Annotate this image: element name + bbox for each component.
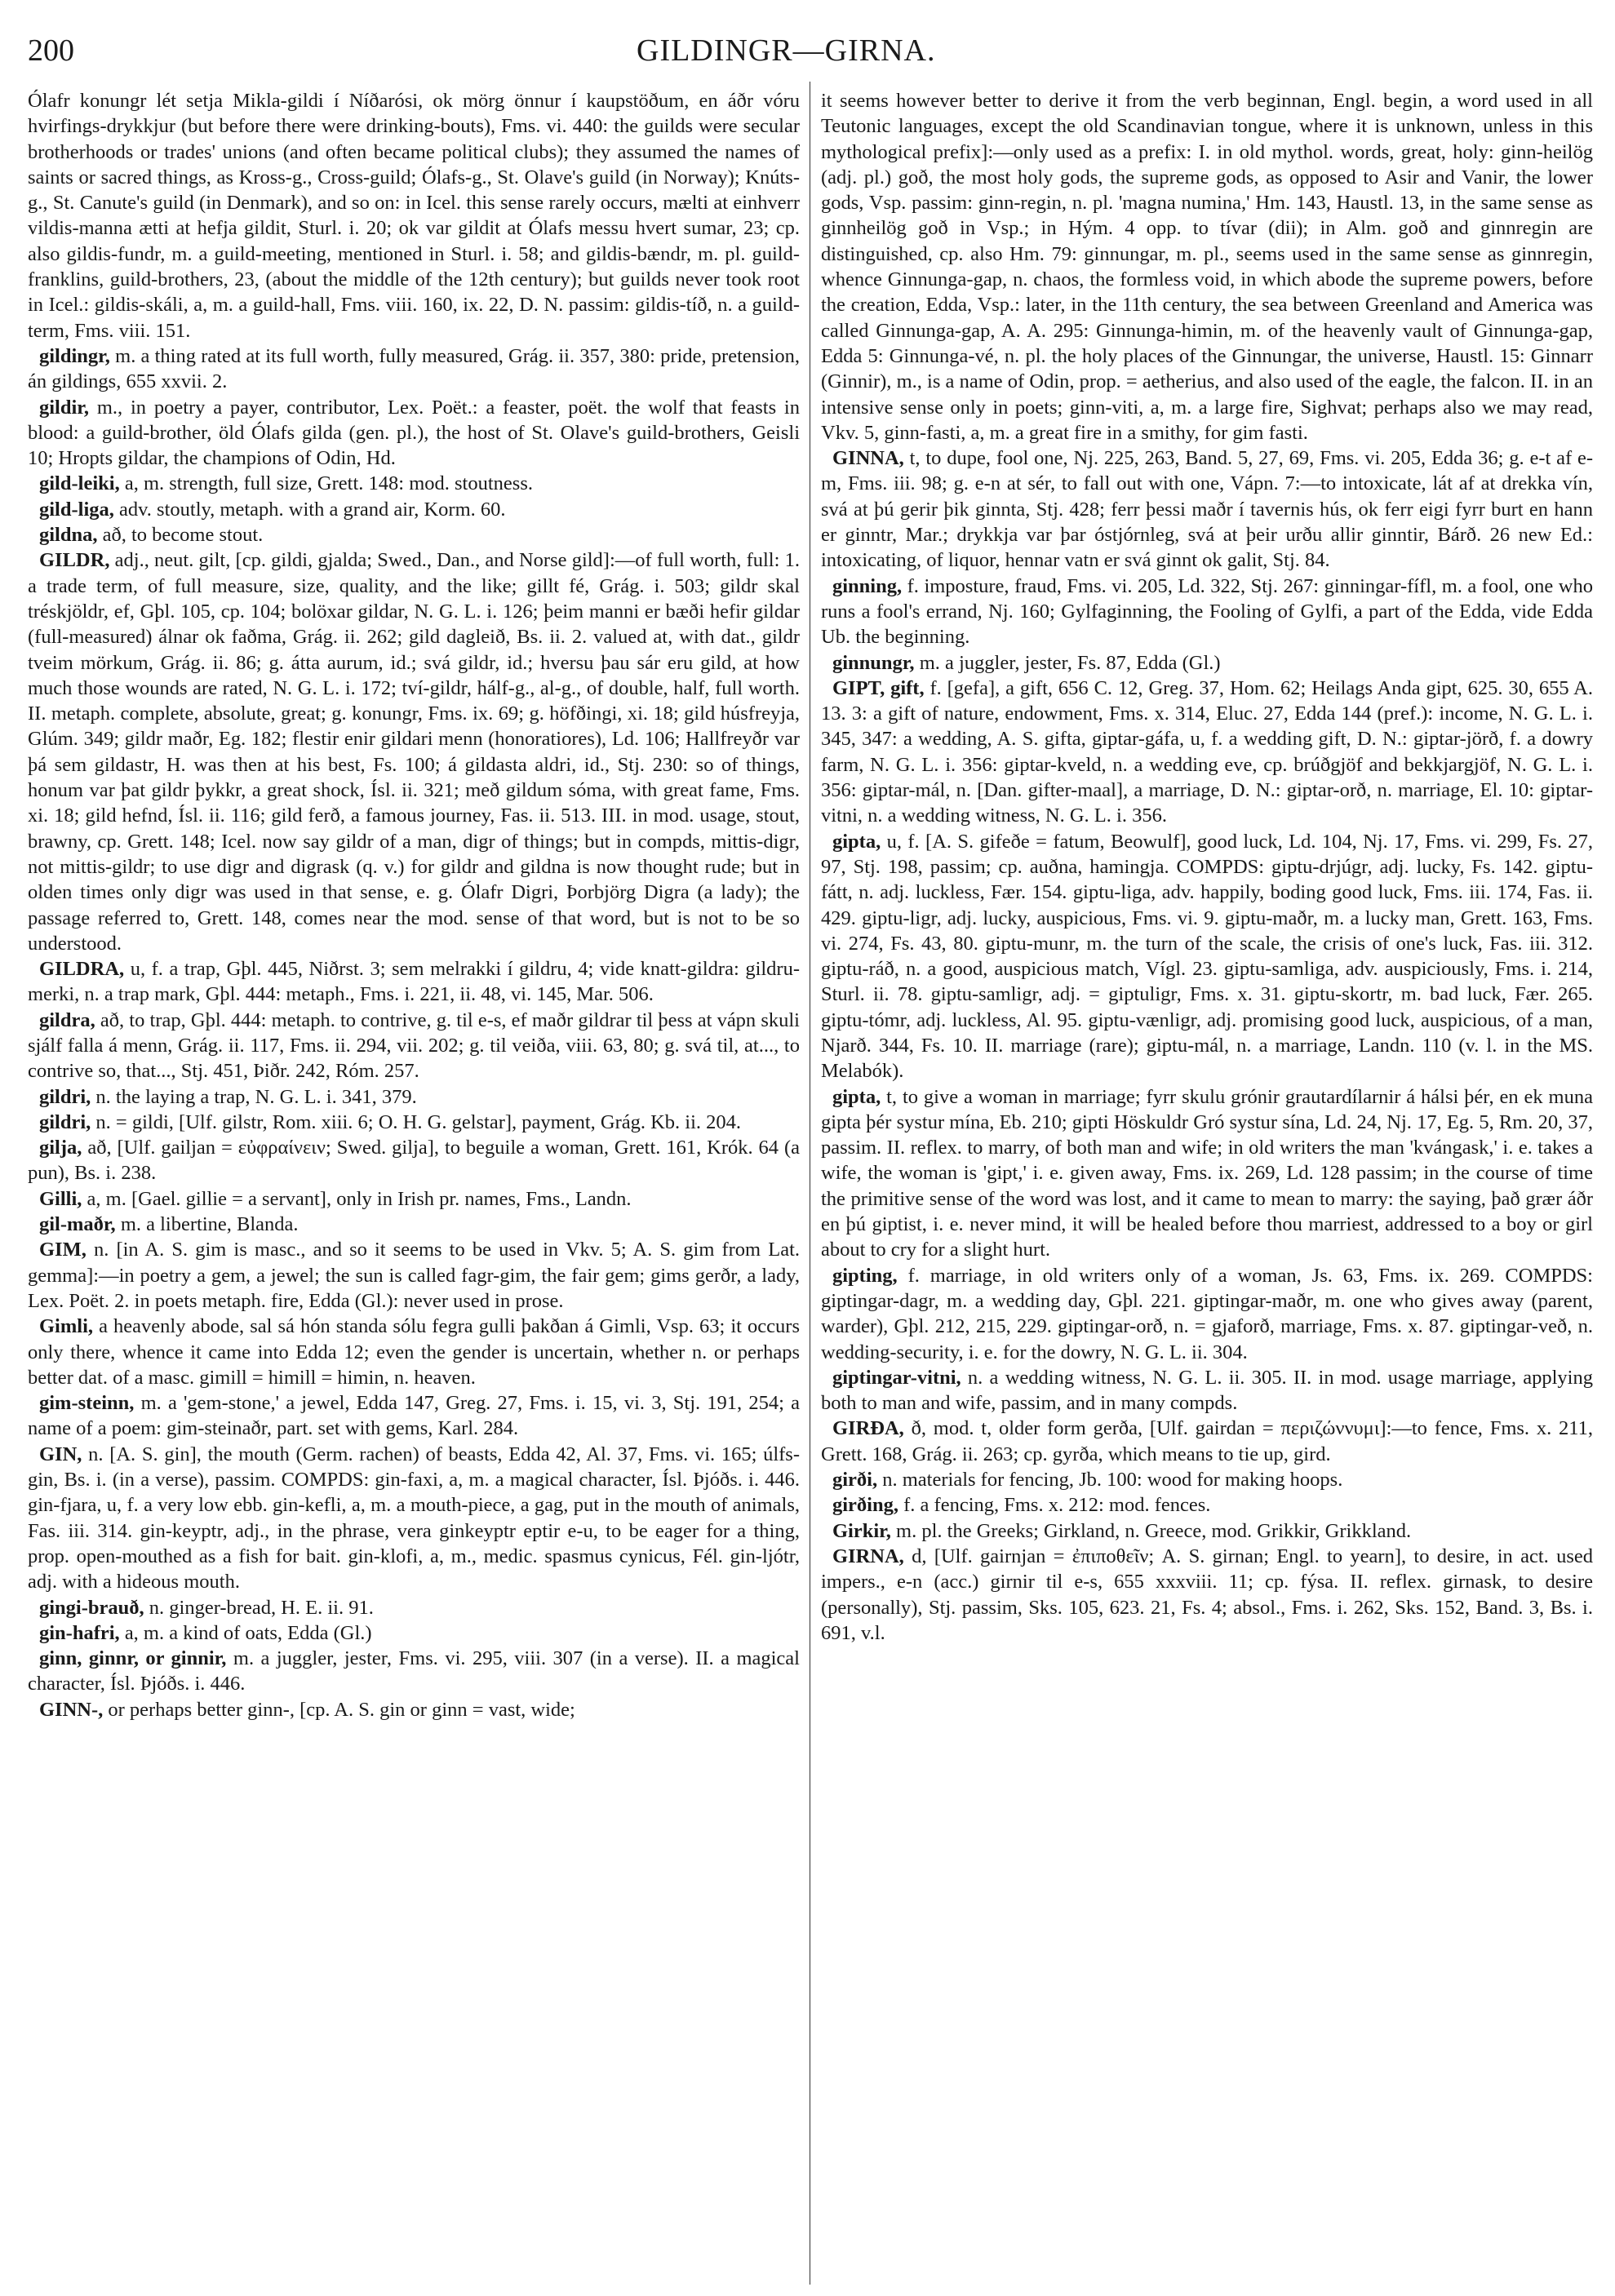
entry-body: u, f. [A. S. gifeðe = fatum, Beowulf], good luck, Ld. 104, Nj. 17, Fms. vi. 299, Fs. 27, 97, Stj. 198, passim; cp. auðna, hamingja. COMPDS: giptu-drjúgr, adj. lucky, Fs. 142. giptu-fátt, n. adj. luckless, Fær. 154. giptu-liga, adv. happily, boding good luck, Fms. iii. 174, Fas. ii. 429. giptu-ligr, adj. lucky, auspicious, Fms. vi. 9. giptu-maðr, m. a lucky man, Grett. 163, Fms. vi. 274, Fs. 43, 80. giptu-munr, m. the turn of the scale, the crisis of one's luck, Fas. iii. 312. giptu-ráð, n. a good, auspicious match, Vígl. 23. giptu-samliga, adv. auspiciously, Fms. i. 214, Sturl. ii. 78. giptu-samligr, adj. = giptuligr, Fms. x. 31. giptu-skortr, m. bad luck, Fær. 265. giptu-tómr, adj. luckless, Al. 95. giptu-vænligr, adj. promising good luck, auspicious, of a man, Njarð. 344, Fs. 10. II. marriage (rare); giptu-mál, n. a marriage, Landn. 110 (v. l. in the MS. Melabók).: [821, 830, 1593, 1083]
entry-body: n. ginger-bread, H. E. ii. 91.: [144, 1596, 374, 1619]
entry-headword: gipta,: [832, 830, 881, 853]
entry-headword: gildna,: [39, 524, 98, 547]
dictionary-entry: [28, 1237, 800, 1314]
entry-body: að, [Ulf. gailjan = εὐφραίνειν; Swed. gilja], to beguile a woman, Grett. 161, Krók. 64 (a pun), Bs. i. 238.: [28, 1137, 800, 1185]
entry-headword: GIM,: [39, 1239, 87, 1261]
entry-headword: gildir,: [39, 396, 90, 419]
entry-headword: gild-liga,: [39, 498, 114, 521]
dictionary-entry: [28, 1186, 800, 1212]
left-column: [28, 88, 800, 2291]
entry-body: m. a juggler, jester, Fs. 87, Edda (Gl.): [914, 651, 1221, 674]
dictionary-entry: [28, 1084, 800, 1110]
entry-body: adj., neut. gilt, [cp. gildi, gjalda; Swed., Dan., and Norse gild]:—of full worth, full: 1. a trade term, of full measure, size, quality, and the like; gillt fé, Grág. i. 503; gildr skal tréskjöldr, ef, Gþl. 105, cp. 104; bolöxar gildar, N. G. L. i. 126; þeim manni er bæði hefir gildar (full-measured) álnar ok faðma, Grág. ii. 262; gild dagleið, Bs. ii. 2. valued at, with dat., gildr tveim mörkum, Grág. ii. 86; g. átta aurum, id.; svá gildr, id.; hversu þau sár eru gild, at how much those wounds are rated, N. G. L. i. 172; tví-gildr, hálf-g., al-g., of double, half, full worth. II. metaph. complete, absolute, great; g. konungr, Fms. ix. 69; g. höfðingi, xi. 18; gild húsfreyja, Glúm. 349; gildr maðr, Eg. 182; flestir enir gildari menn (honoratiores), Ld. 106; Hallfreyðr var þá sem gildastr, H. was then at his best, Fs. 100; á gildasta aldri, id., Stj. 230: so of things, honum var þat gildr þykkr, a great shock, Ísl. ii. 321; með gildum sóma, with great fame, Fms. xi. 18; gild hefnd, Ísl. ii. 116; gild ferð, a famous journey, Fas. ii. 513. III. in mod. usage, stout, brawny, cp. Grett. 148; Icel. now say gildr of a man, digr of things; but in compds, mittis-digr, not mittis-gildr; to use digr and digrask (q. v.) for gildr and gildna is now thought rude; but in olden times only digr was used in that sense, e. g. Ólafr Digri, Þorbjörg Digra (a lady); the passage referred to, Grett. 148, comes near the mod. sense of that word, but is not to be so understood.: [28, 549, 800, 955]
entry-headword: gipta,: [832, 1085, 881, 1108]
entry-body: f. imposture, fraud, Fms. vi. 205, Ld. 322, Stj. 267: ginningar-fífl, m. a fool, one who runs a fool's errand, Nj. 160; Gylfaginning, the Fooling of Gylfi, a part of the Edda, vide Edda Ub. the beginning.: [821, 574, 1593, 649]
entry-body: m. a thing rated at its full worth, fully measured, Grág. ii. 357, 380: pride, pretension, án gildings, 655 xxvii. 2.: [28, 344, 800, 393]
dictionary-entry: [821, 1467, 1593, 1492]
dictionary-entry: [28, 88, 800, 344]
entry-body: it seems however better to derive it from the verb beginnan, Engl. begin, a word used in all Teutonic languages, except the old Scandinavian tongue, where it is unknown, unless in this mythological prefix]:—only used as a prefix: I. in old mythol. words, great, holy: ginn-heilög (adj. pl.) goð, the most holy gods, the supreme gods, as opposed to Asir and Vanir, the lower gods, Vsp. passim: ginn-regin, n. pl. 'magna numina,' Hm. 143, Haustl. 13, in the same sense as ginnheilög goð in Vsp.; in Hým. 4 opp. to tívar (dii); in Alm. goð and ginnregin are distinguished, cp. also Hm. 79: ginnungar, m. pl., seems used in the same sense as ginnregin, whence Ginnunga-gap, n. chaos, the formless void, in which abode the supreme powers, before the creation, Edda, Vsp.: later, in the 11th century, the sea between Greenland and America was called Ginnunga-gap, A. A. 295: Ginnunga-himin, m. of the heavenly vault of Ginnunga-gap, Edda 5: Ginnunga-vé, n. pl. the holy places of the Ginnungar, the universe, Haustl. 15: Ginnarr (Ginnir), m., is a name of Odin, prop. = aetherius, and also used of the eagle, the falcon. II. in an intensive sense only in poets; ginn-viti, a, m. a large fire, Sighvat; perhaps also we may read, Vkv. 5, ginn-fasti, a, m. a great fire in a smithy, for gim fasti.: [821, 90, 1593, 444]
entry-body: m. pl. the Greeks; Girkland, n. Greece, mod. Grikkir, Grikkland.: [890, 1519, 1412, 1542]
entry-body: n. materials for fencing, Jb. 100: wood for making hoops.: [877, 1469, 1343, 1492]
right-column: [821, 88, 1593, 2291]
entry-body: a, m. a kind of oats, Edda (Gl.): [119, 1621, 372, 1644]
entry-headword: GIPT, gift,: [832, 676, 925, 699]
entry-headword: gim-steinn,: [39, 1392, 135, 1415]
entry-body: ð, mod. t, older form gerða, [Ulf. gairdan = περιζώννυμι]:—to fence, Fms. x. 211, Grett. 168, Grág. ii. 263; cp. gyrða, which means to tie up, gird.: [821, 1417, 1593, 1465]
entry-body: m. a libertine, Blanda.: [115, 1213, 299, 1236]
entry-body: n. a wedding witness, N. G. L. ii. 305. II. in mod. usage marriage, applying both to man and wife, passim, and in many compds.: [821, 1366, 1593, 1415]
entry-headword: gild-leiki,: [39, 472, 120, 495]
entry-headword: GINN-,: [39, 1698, 104, 1721]
running-head: GILDINGR—GIRNA.: [637, 33, 936, 68]
entry-headword: GIN,: [39, 1443, 82, 1465]
dictionary-entry: [821, 1544, 1593, 1646]
dictionary-entry: [821, 1416, 1593, 1467]
entry-body: n. = gildi, [Ulf. gilstr, Rom. xiii. 6; O. H. G. gelstar], payment, Grág. Kb. ii. 204.: [91, 1110, 742, 1133]
dictionary-entry: [821, 650, 1593, 676]
entry-body: f. marriage, in old writers only of a woman, Js. 63, Fms. ix. 269. COMPDS: giptingar-dagr, m. a wedding day, Gþl. 221. giptingar-maðr, m. one who gives away (parent, warder), Gþl. 212, 215, 229. giptingar-orð, n. = gjaforð, marriage, Fms. x. 87. giptingar-veð, n. wedding-security, i. e. for the dowry, N. G. L. ii. 304.: [821, 1264, 1593, 1363]
dictionary-entry: [28, 1314, 800, 1390]
entry-body: að, to trap, Gþl. 444: metaph. to contrive, g. til e-s, ef maðr gildrar til þess at vápn skuli sjálf falla á menn, Grág. ii. 117, Fms. ii. 294, vii. 202; g. til veiða, viii. 63, 80; g. svá til, at..., to contrive so, that..., Stj. 451, Þiðr. 242, Róm. 257.: [28, 1008, 800, 1083]
entry-body: a, m. [Gael. gillie = a servant], only in Irish pr. names, Fms., Landn.: [82, 1187, 632, 1210]
entry-headword: gildingr,: [39, 344, 110, 367]
entry-headword: ginn, ginnr, or ginnir,: [39, 1647, 227, 1670]
dictionary-entry: [28, 1595, 800, 1620]
entry-body: a heavenly abode, sal sá hón standa sólu fegra gulli þakðan á Gimli, Vsp. 63; it occurs only there, whence it came into Edda 12; even the gender is uncertain, whether n. or perhaps better dat. of a masc. gimill = himill = himin, n. heaven.: [28, 1315, 800, 1389]
entry-headword: gildri,: [39, 1110, 91, 1133]
entry-headword: Girkir,: [832, 1519, 891, 1542]
entry-headword: gipting,: [832, 1264, 898, 1287]
entry-headword: ginnungr,: [832, 651, 915, 674]
dictionary-entry: [28, 1390, 800, 1442]
entry-body: t, to give a woman in marriage; fyrr skulu grónir grautardílarnir á hálsi þér, en ek muna gipta þér systur mína, Eb. 210; gipti Höskuldr Gró systur sína, Ld. 24, Nj. 17, Eg. 5, Rm. 20, 37, passim. II. reflex. to marry, of both man and wife; in old writers the man 'kvángask,' i. e. takes a wife, the woman is 'gipt,' i. e. given away, Fms. ix. 269, Ld. 128 passim; in the course of time the primitive sense of the word was lost, and it came to mean to marry: the saying, það grær áðr en þú giptist, i. e. never mind, it will be healed before thou marriest, addressed to a boy or girl about to cry for a slight hurt.: [821, 1085, 1593, 1261]
dictionary-entry: [28, 497, 800, 522]
entry-headword: gildri,: [39, 1085, 91, 1108]
page-number: 200: [28, 33, 74, 68]
dictionary-entry: [28, 522, 800, 547]
entry-headword: ginning,: [832, 574, 903, 597]
dictionary-entry: [28, 1620, 800, 1646]
dictionary-entry: [28, 395, 800, 472]
entry-headword: Gilli,: [39, 1187, 82, 1210]
entry-headword: GILDR,: [39, 549, 110, 572]
dictionary-entry: [28, 1135, 800, 1186]
entry-headword: girðing,: [832, 1494, 898, 1517]
dictionary-entry: [28, 344, 800, 395]
dictionary-entry: [28, 1110, 800, 1135]
dictionary-entry: [28, 956, 800, 1008]
entry-body: f. [gefa], a gift, 656 C. 12, Greg. 37, Hom. 62; Heilags Anda gipt, 625. 30, 655 A. 13. 3: a gift of nature, endowment, Fms. x. 314, Eluc. 27, Edda 144 (pref.): income, N. G. L. i. 345, 347: a wedding, A. S. gifta, giptar-gáfa, u, f. a wedding gift, D. N.: giptar-jörð, f. a dowry farm, N. G. L. i. 356: giptar-kveld, n. a wedding eve, cp. brúðgjöf and bekkjargjöf, N. G. L. i. 356: giptar-mál, n. [Dan. gifter-maal], a marriage, D. N.: giptar-orð, n. marriage, El. 10: giptar-vitni, n. a wedding witness, N. G. L. i. 356.: [821, 676, 1593, 827]
dictionary-entry: [821, 88, 1593, 445]
entry-headword: gil-maðr,: [39, 1213, 116, 1236]
dictionary-entry: [821, 1084, 1593, 1263]
entry-headword: gildra,: [39, 1008, 95, 1031]
dictionary-entry: [821, 676, 1593, 829]
entry-body: or perhaps better ginn-, [cp. A. S. gin or ginn = vast, wide;: [103, 1698, 575, 1721]
dictionary-entry: [28, 1212, 800, 1237]
entry-body: n. the laying a trap, N. G. L. i. 341, 379.: [91, 1085, 417, 1108]
entry-body: t, to dupe, fool one, Nj. 225, 263, Band. 5, 27, 69, Fms. vi. 205, Edda 36; g. e-t af e-m, Fms. iii. 98; g. e-n at sér, to fall out with one, Vápn. 7:—to intoxicate, lát af at drekka vín, svá at þú gerir þik ginnta, Stj. 428; ferr þessi maðr í tavernis hús, ok ferr eigi fyrr burt en hann er ginntr, Mar.; drykkja var þar óstjórnleg, svá at þeir urðu allir ginntir, Bárð. 26 new Ed.: intoxicating, of liquor, hennar vatn er svá ginnt ok galit, Stj. 84.: [821, 447, 1593, 572]
dictionary-entry: [821, 829, 1593, 1084]
entry-body: Ólafr konungr lét setja Mikla-gildi í Níðarósi, ok mörg önnur í kaupstöðum, en áðr vóru hvirfings-drykkjur (but before there were drinking-bouts), Fms. vi. 440: the guilds were secular brotherhoods or trades' unions (and often became political clubs); they assumed the names of saints or sacred things, as Kross-g., Cross-guild; Ólafs-g., St. Olave's guild (in Norway); Knúts-g., St. Canute's guild (in Denmark), and so on: in Icel. this sense rarely occurs, mælti at einhverr vildis-manna ætti at hefja gildit, Sturl. i. 20; ok var gildit at Ólafs messu hvert sumar, 23; cp. also gildis-fundr, m. a guild-meeting, mentioned in Sturl. i. 58; and gildis-bændr, m. pl. guild-franklins, guild-brothers, 23, (about the middle of the 12th century); but guilds never took root in Icel.: gildis-skáli, a, m. a guild-hall, Fms. viii. 160, ix. 22, D. N. passim: gildis-tíð, n. a guild-term, Fms. viii. 151.: [28, 90, 800, 342]
entry-headword: gilja,: [39, 1137, 82, 1159]
entry-body: m. a juggler, jester, Fms. vi. 295, viii. 307 (in a verse). II. a magical character, Ísl. Þjóðs. i. 446.: [28, 1647, 800, 1695]
dictionary-entry: [28, 1442, 800, 1595]
entry-body: f. a fencing, Fms. x. 212: mod. fences.: [898, 1494, 1211, 1517]
entry-body: n. [A. S. gin], the mouth (Germ. rachen) of beasts, Edda 42, Al. 37, Fms. vi. 165; úlfs-gin, Bs. i. (in a verse), passim. COMPDS: gin-faxi, a, m. a magical character, Ísl. Þjóðs. i. 446. gin-fjara, u, f. a very low ebb. gin-kefli, a, m. a mouth-piece, a gag, put in the mouth of animals, Fas. iii. 314. gin-keyptr, adj., in the phrase, vera ginkeyptr eptir e-u, to be eager for a thing, prop. open-mouthed as a fish for bait. gin-klofi, a, m., medic. spasmus cynicus, Fél. gin-ljótr, adj. with a hideous mouth.: [28, 1443, 800, 1593]
entry-headword: GILDRA,: [39, 958, 125, 981]
dictionary-entry: [821, 1263, 1593, 1365]
entry-headword: GINNA,: [832, 447, 904, 470]
dictionary-entry: [821, 1492, 1593, 1518]
entry-headword: GIRÐA,: [832, 1417, 904, 1440]
entry-body: n. [in A. S. gim is masc., and so it seems to be used in Vkv. 5; A. S. gim from Lat. gemma]:—in poetry a gem, a jewel; the sun is called fagr-gim, the fair gem; gims gerðr, a lady, Lex. Poët. 2. in poets metaph. fire, Edda (Gl.): never used in prose.: [28, 1239, 800, 1312]
entry-headword: gingi-brauð,: [39, 1596, 144, 1619]
entry-headword: gin-hafri,: [39, 1621, 120, 1644]
entry-body: adv. stoutly, metaph. with a grand air, Korm. 60.: [113, 498, 506, 521]
dictionary-entry: [821, 1365, 1593, 1416]
dictionary-entry: [28, 1697, 800, 1722]
dictionary-entry: [28, 471, 800, 496]
entry-body: u, f. a trap, Gþl. 445, Niðrst. 3; sem melrakki í gildru, 4; vide knatt-gildra: gildru-merki, n. a trap mark, Gþl. 444: metaph., Fms. i. 221, ii. 48, vi. 145, Mar. 506.: [28, 958, 800, 1006]
dictionary-entry: [821, 1518, 1593, 1544]
entry-body: a, m. strength, full size, Grett. 148: mod. stoutness.: [119, 472, 533, 495]
dictionary-entry: [28, 547, 800, 956]
entry-body: m., in poetry a payer, contributor, Lex. Poët.: a feaster, poët. the wolf that feasts in blood: a guild-brother, öld Ólafs gilda (gen. pl.), the host of St. Olave's guild-brothers, Geisli 10; Hropts gildar, the champions of Odin, Hd.: [28, 396, 800, 470]
dictionary-entry: [821, 574, 1593, 650]
entry-headword: girði,: [832, 1469, 878, 1492]
entry-body: m. a 'gem-stone,' a jewel, Edda 147, Greg. 27, Fms. i. 15, vi. 3, Stj. 191, 254; a name of a poem: gim-steinaðr, part. set with gems, Karl. 284.: [28, 1392, 800, 1440]
dictionary-entry: [28, 1646, 800, 1697]
dictionary-entry: [821, 445, 1593, 573]
entry-headword: Gimli,: [39, 1315, 94, 1338]
entry-headword: GIRNA,: [832, 1545, 904, 1567]
entry-headword: giptingar-vitni,: [832, 1366, 961, 1389]
entry-body: að, to become stout.: [97, 524, 264, 547]
dictionary-entry: [28, 1008, 800, 1084]
entry-body: d, [Ulf. gairnjan = ἐπιποθεῖν; A. S. girnan; Engl. to yearn], to desire, in act. used impers., e-n (acc.) girnir til e-s, 655 xxxviii. 11; cp. fýsa. II. reflex. girnask, to desire (personally), Stj. passim, Sks. 105, 623. 21, Fs. 4; absol., Fms. i. 262, Sks. 152, Band. 3, Bs. i. 691, v.l.: [821, 1545, 1593, 1644]
